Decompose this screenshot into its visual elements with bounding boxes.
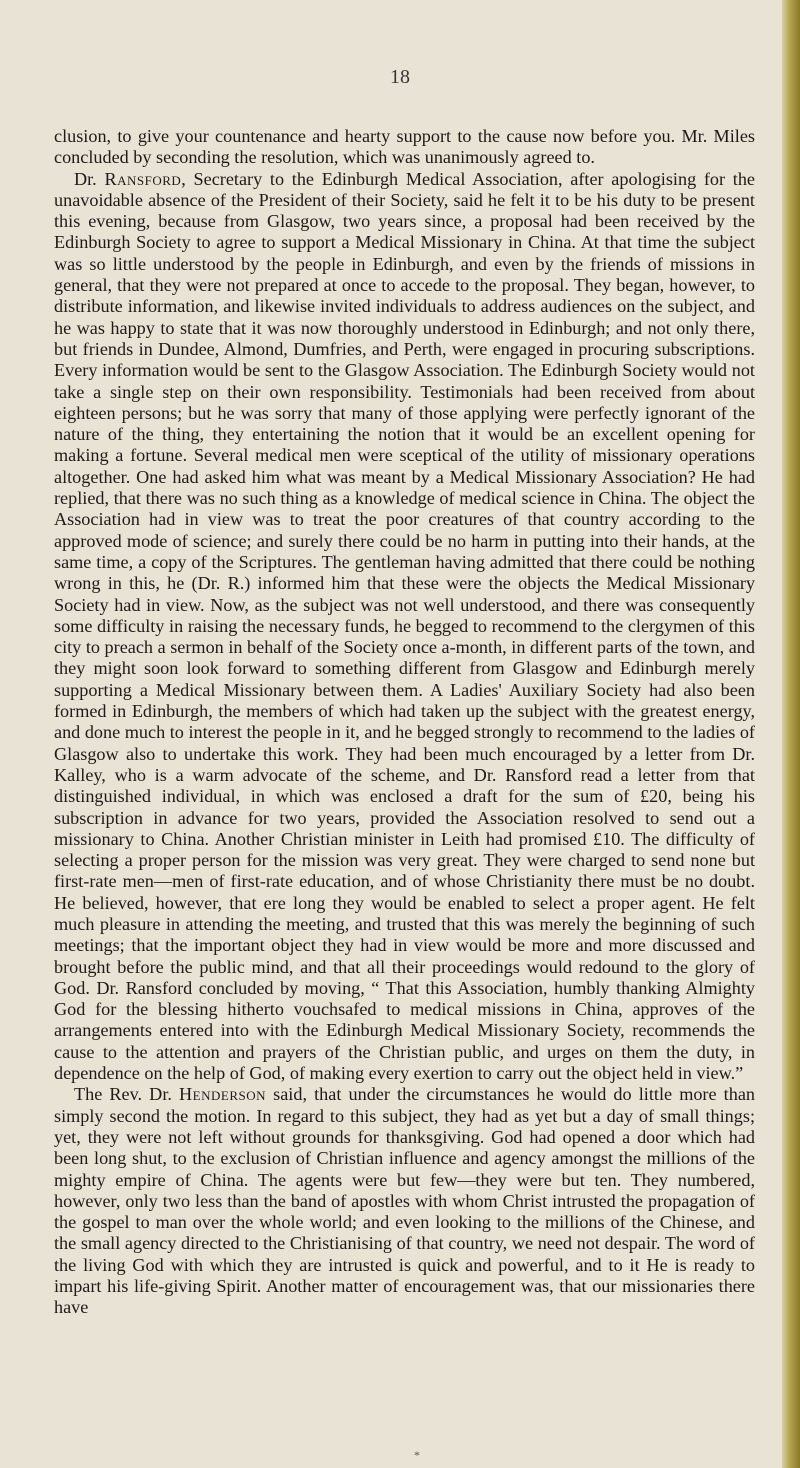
- paragraph-3: [54, 1084, 755, 1318]
- paragraph-2-lead: Dr.: [74, 168, 105, 189]
- page-edge: [782, 0, 800, 1468]
- paragraph-1: [54, 126, 755, 169]
- page-number: 18: [390, 66, 410, 88]
- paragraph-1-text: clusion, to give your countenance and hearty support to the cause now before you. Mr. Miles concluded by seconding the resolution, which was unanimously agreed to.: [54, 126, 755, 168]
- speaker-name-henderson: Henderson: [179, 1084, 267, 1105]
- paragraph-3-text: said, that under the circumstances he would do little more than simply second the motion. In regard to this subject, they had as yet but a day of small things; yet, they were not left without grounds for thanksgiving. God had opened a door which had been long shut, to the exclusion of Christian influence and agency amongst the millions of the mighty empire of China. The agents were but few—they were but ten. They numbered, however, only two less than the band of apostles with whom Christ intrusted the propagation of the gospel to man over the whole world; and even looking to the millions of the Chinese, and the small agency directed to the Christianising of that country, we need not despair. The word of the living God with which they are intrusted is quick and powerful, and to it He is ready to impart his life-giving Spirit. Another matter of encouragement was, that our missionaries there have: [54, 1084, 755, 1318]
- body-text: [54, 126, 755, 1319]
- speaker-name-ransford: Ransford: [104, 168, 182, 189]
- paragraph-3-lead: The Rev. Dr.: [74, 1084, 180, 1105]
- paragraph-2: [54, 169, 755, 1085]
- printer-mark: *: [414, 1448, 420, 1462]
- paragraph-2-text: , Secretary to the Edinburgh Medical Association, after apologising for the unavoidable absence of the President of their Society, said he felt it to be his duty to be present this evening, because from Glasgow, two years since, a proposal had been received by the Edinburgh Society to agree to support a Medical Missionary in China. At that time the subject was so little understood by the people in Edinburgh, and even by the friends of missions in general, that they were not prepared at once to accede to the proposal. They began, however, to distribute information, and likewise invited individuals to address audiences on the subject, and he was happy to state that it was now thoroughly understood in Edinburgh; and not only there, but friends in Dundee, Almond, Dumfries, and Perth, were engaged in procuring subscriptions. Every information would be sent to the Glasgow Association. The Edinburgh Society would not take a single step on their own responsibility. Testimonials had been received from about eighteen persons; but he was sorry that many of those applying were perfectly ignorant of the nature of the thing, they entertaining the notion that it would be an excellent opening for making a fortune. Several medical men were sceptical of the utility of missionary operations altogether. One had asked him what was meant by a Medical Missionary Association? He had replied, that there was no such thing as a knowledge of medical science in China. The object the Association had in view was to treat the poor creatures of that country according to the approved mode of science; and surely there could be no harm in putting into their hands, at the same time, a copy of the Scriptures. The gentleman having admitted that there could be nothing wrong in this, he (Dr. R.) informed him that these were the objects the Medical Missionary Society had in view. Now, as the subject was not well understood, and there was consequently some difficulty in raising the necessary funds, he begged to recommend to the clergymen of this city to preach a sermon in behalf of the Society once a-month, in different parts of the town, and they might soon look forward to something different from Glasgow and Edinburgh merely supporting a Medical Missionary between them. A Ladies' Auxiliary Society had also been formed in Edinburgh, the members of which had taken up the subject with the greatest energy, and done much to interest the people in it, and he begged strongly to recommend to the ladies of Glasgow also to undertake this work. They had been much encouraged by a letter from Dr. Kalley, who is a warm advocate of the scheme, and Dr. Ransford read a letter from that distinguished individual, in which was enclosed a draft for the sum of £20, being his subscription in advance for two years, provided the Association resolved to send out a missionary to China. Another Christian minister in Leith had promised £10. The difficulty of selecting a proper person for the mission was very great. They were charged to send none but first-rate men—men of first-rate education, and of whose Christianity there must be no doubt. He believed, however, that ere long they would be enabled to select a proper agent. He felt much pleasure in attending the meeting, and trusted that this was merely the beginning of such meetings; that the important object they had in view would be more and more discussed and brought before the public mind, and that all their proceedings would redound to the glory of God. Dr. Ransford concluded by moving, “ That this Association, humbly thanking Almighty God for the blessing hitherto vouchsafed to medical missions in China, approves of the arrangements entered into with the Edinburgh Medical Missionary Society, recommends the cause to the attention and prayers of the Christian public, and urges on them the duty, in dependence on the help of God, of making every exertion to carry out the object held in view.”: [54, 168, 756, 1084]
